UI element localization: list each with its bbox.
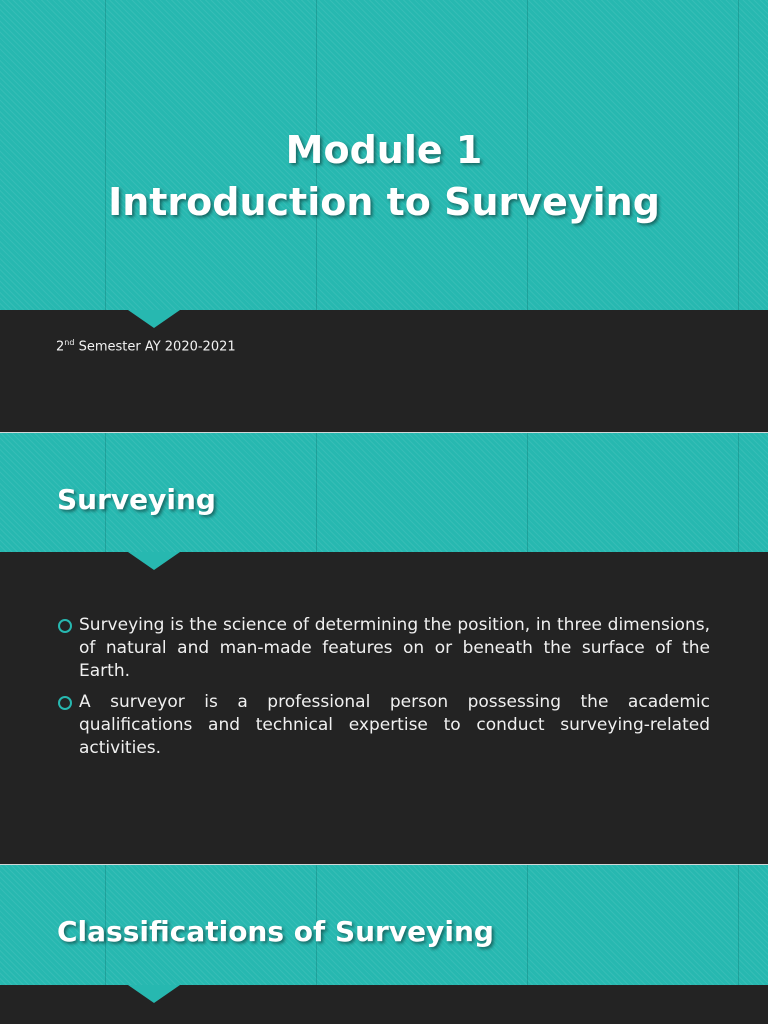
- slide3-content-band: [0, 985, 768, 1024]
- bullet-text: Surveying is the science of determining the position, in three dimensions, of natural and man-made features on or beneath the surface of the Earth.: [79, 615, 710, 681]
- subtitle-text: Semester AY 2020-2021: [74, 339, 236, 355]
- bullet-text: A surveyor is a professional person possessing the academic qualifications and technical expertise to conduct surveying-related activities.: [79, 692, 710, 758]
- slide3-band-notch: [128, 985, 180, 1003]
- slide1-band-notch: [128, 310, 180, 328]
- slide1-title-line2: Introduction to Surveying: [108, 180, 660, 224]
- slide1-title: [0, 124, 768, 228]
- bullet-item: [58, 614, 710, 683]
- circle-bullet-icon: [58, 619, 72, 633]
- slide2-heading: Surveying: [57, 483, 216, 516]
- slide1-subtitle-band: [0, 310, 768, 432]
- subtitle-number: 2: [56, 339, 65, 355]
- slide1-subtitle: [56, 338, 236, 354]
- circle-bullet-icon: [58, 696, 72, 710]
- slide2-band-notch: [128, 552, 180, 570]
- subtitle-superscript: nd: [64, 338, 75, 347]
- slide2-bullet-list: [58, 614, 710, 768]
- slide3-heading: Classifications of Surveying: [57, 915, 494, 948]
- bullet-item: [58, 691, 710, 760]
- slide1-title-line1: Module 1: [285, 128, 483, 172]
